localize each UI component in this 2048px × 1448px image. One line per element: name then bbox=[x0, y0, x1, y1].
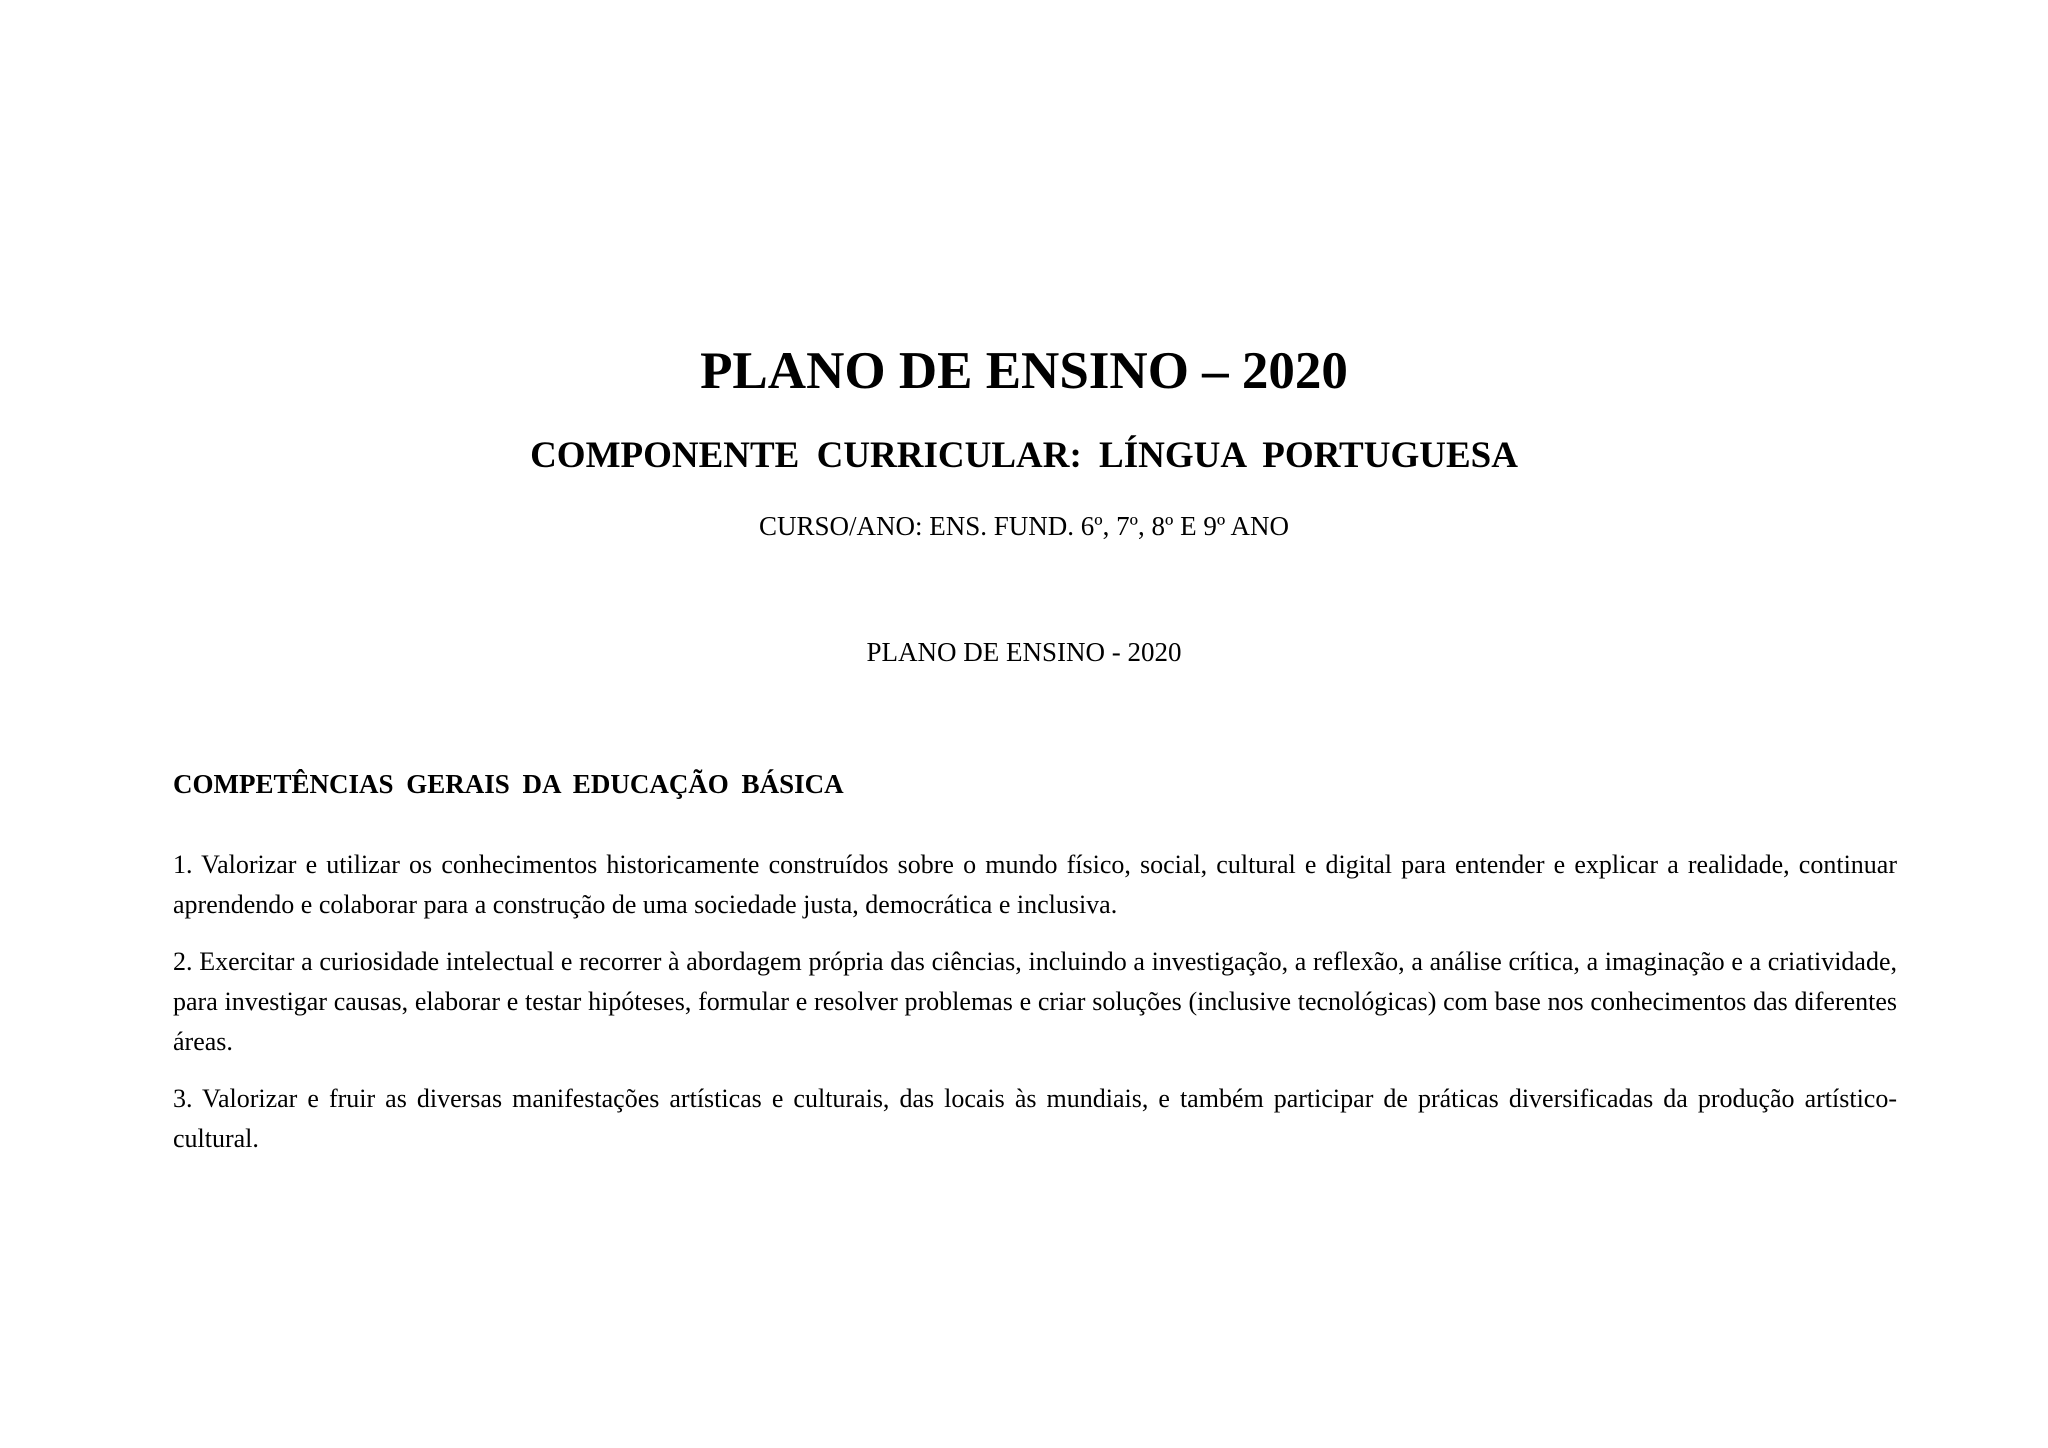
section-heading: COMPETÊNCIAS GERAIS DA EDUCAÇÃO BÁSICA bbox=[173, 769, 844, 799]
course-year-line: CURSO/ANO: ENS. FUND. 6º, 7º, 8º E 9º ANO bbox=[758, 511, 1290, 541]
page-title: PLANO DE ENSINO – 2020 bbox=[700, 342, 1348, 400]
competency-item-3: 3. Valorizar e fruir as diversas manifestações artísticas e culturais, das locais às mundiais, e também participar de práticas diversificadas da produção artístico-cultural. bbox=[173, 1084, 1897, 1153]
competency-item-1: 1. Valorizar e utilizar os conhecimentos historicamente construídos sobre o mundo físico, social, cultural e digital para entender e explicar a realidade, continuar aprendendo e colaborar para a construção de uma sociedade justa, democrática e inclusiva. bbox=[173, 850, 1897, 919]
competencies-list bbox=[173, 845, 1897, 1176]
competency-item-2: 2. Exercitar a curiosidade intelectual e recorrer à abordagem própria das ciências, incluindo a investigação, a reflexão, a análise crítica, a imaginação e a criatividade, para investigar causas, elaborar e testar hipóteses, formular e resolver problemas e criar soluções (inclusive tecnológicas) com base nos conhecimentos das diferentes áreas. bbox=[173, 947, 1897, 1056]
plan-repeat-heading: PLANO DE ENSINO - 2020 bbox=[866, 637, 1182, 667]
curricular-component-subtitle: COMPONENTE CURRICULAR: LÍNGUA PORTUGUESA bbox=[530, 435, 1518, 476]
